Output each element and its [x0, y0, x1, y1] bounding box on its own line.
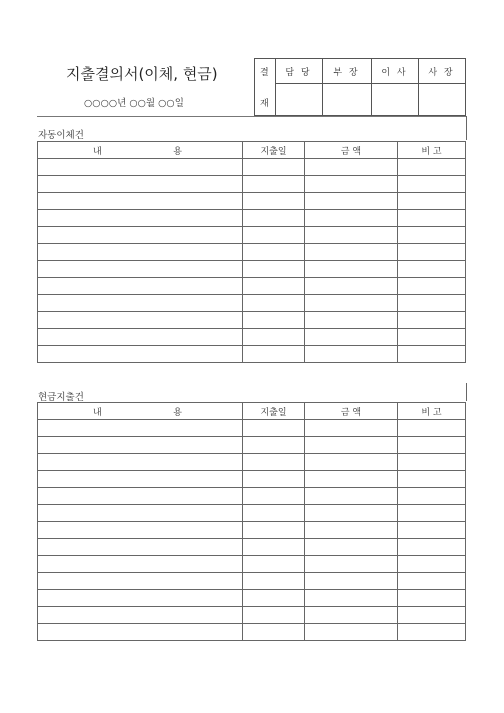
table-row: [38, 607, 466, 624]
cash-expense-table: [37, 402, 466, 641]
table-row: [38, 227, 466, 244]
amount-cell[interactable]: [305, 607, 398, 624]
content-cell[interactable]: [38, 295, 243, 312]
table-row: [38, 454, 466, 471]
content-cell[interactable]: [38, 312, 243, 329]
date-cell[interactable]: [243, 522, 305, 539]
note-cell[interactable]: [398, 261, 466, 278]
amount-cell[interactable]: [305, 471, 398, 488]
note-cell[interactable]: [398, 278, 466, 295]
content-cell[interactable]: [38, 176, 243, 193]
table-row: [38, 244, 466, 261]
table-row: [38, 210, 466, 227]
amount-cell[interactable]: [305, 454, 398, 471]
header-content: 내 용: [38, 142, 243, 159]
content-cell[interactable]: [38, 210, 243, 227]
note-cell[interactable]: [398, 227, 466, 244]
content-cell[interactable]: [38, 505, 243, 522]
amount-cell[interactable]: [305, 278, 398, 295]
amount-cell[interactable]: [305, 210, 398, 227]
note-cell[interactable]: [398, 556, 466, 573]
amount-cell[interactable]: [305, 193, 398, 210]
content-cell[interactable]: [38, 420, 243, 437]
table-header-row: [38, 142, 466, 159]
date-cell[interactable]: [243, 420, 305, 437]
section-label-auto-transfer: 자동이체건: [38, 130, 84, 141]
date-cell[interactable]: [243, 590, 305, 607]
table-row: [38, 420, 466, 437]
amount-cell[interactable]: [305, 573, 398, 590]
approval-side-label-bottom: 재: [260, 99, 269, 109]
table-row: [38, 346, 466, 363]
table-row: [38, 437, 466, 454]
table-row: [38, 590, 466, 607]
content-cell[interactable]: [38, 346, 243, 363]
date-cell[interactable]: [243, 573, 305, 590]
note-cell[interactable]: [398, 607, 466, 624]
table-row: [38, 522, 466, 539]
note-cell[interactable]: [398, 193, 466, 210]
content-cell[interactable]: [38, 471, 243, 488]
table-row: [38, 329, 466, 346]
header-date: 지출일: [243, 142, 305, 159]
section-label-cash-expense: 현금지출건: [38, 392, 84, 403]
note-cell[interactable]: [398, 329, 466, 346]
amount-cell[interactable]: [305, 556, 398, 573]
table-row: [38, 278, 466, 295]
amount-cell[interactable]: [305, 624, 398, 641]
note-cell[interactable]: [398, 159, 466, 176]
content-cell[interactable]: [38, 159, 243, 176]
table-row: [38, 176, 466, 193]
content-cell[interactable]: [38, 556, 243, 573]
amount-cell[interactable]: [305, 295, 398, 312]
date-cell[interactable]: [243, 607, 305, 624]
note-cell[interactable]: [398, 539, 466, 556]
date-cell[interactable]: [243, 278, 305, 295]
approval-role-manager: 담 당: [285, 68, 312, 78]
table-row: [38, 624, 466, 641]
note-cell[interactable]: [398, 346, 466, 363]
amount-cell[interactable]: [305, 312, 398, 329]
table-row: [38, 471, 466, 488]
date-cell[interactable]: [243, 210, 305, 227]
note-cell[interactable]: [398, 573, 466, 590]
note-cell[interactable]: [398, 312, 466, 329]
date-cell[interactable]: [243, 295, 305, 312]
approval-role-director: 이 사: [381, 68, 408, 78]
content-cell[interactable]: [38, 488, 243, 505]
content-cell[interactable]: [38, 227, 243, 244]
date-cell[interactable]: [243, 159, 305, 176]
date-cell[interactable]: [243, 261, 305, 278]
note-cell[interactable]: [398, 176, 466, 193]
content-cell[interactable]: [38, 454, 243, 471]
approval-side-label-top: 결: [260, 68, 269, 78]
amount-cell[interactable]: [305, 244, 398, 261]
header-date: 지출일: [243, 403, 305, 420]
note-cell[interactable]: [398, 590, 466, 607]
note-cell[interactable]: [398, 624, 466, 641]
table-row: [38, 159, 466, 176]
amount-cell[interactable]: [305, 437, 398, 454]
amount-cell[interactable]: [305, 159, 398, 176]
amount-cell[interactable]: [305, 261, 398, 278]
amount-cell[interactable]: [305, 329, 398, 346]
amount-cell[interactable]: [305, 505, 398, 522]
note-cell[interactable]: [398, 437, 466, 454]
note-cell[interactable]: [398, 505, 466, 522]
date-line: ○○○○년 ○○월 ○○일: [84, 98, 184, 109]
note-cell[interactable]: [398, 210, 466, 227]
document-title: 지출결의서(이체, 현금): [66, 65, 218, 83]
date-cell[interactable]: [243, 244, 305, 261]
auto-transfer-table: [37, 141, 466, 363]
amount-cell[interactable]: [305, 420, 398, 437]
date-cell[interactable]: [243, 488, 305, 505]
date-cell[interactable]: [243, 346, 305, 363]
table-header-row: [38, 403, 466, 420]
amount-cell[interactable]: [305, 227, 398, 244]
content-cell[interactable]: [38, 278, 243, 295]
content-cell[interactable]: [38, 539, 243, 556]
table-row: [38, 193, 466, 210]
approval-box: [254, 58, 466, 116]
note-cell[interactable]: [398, 454, 466, 471]
amount-cell[interactable]: [305, 346, 398, 363]
note-cell[interactable]: [398, 522, 466, 539]
date-cell[interactable]: [243, 176, 305, 193]
content-cell[interactable]: [38, 244, 243, 261]
note-cell[interactable]: [398, 420, 466, 437]
header-note: 비 고: [398, 142, 466, 159]
content-cell[interactable]: [38, 607, 243, 624]
date-cell[interactable]: [243, 227, 305, 244]
content-cell[interactable]: [38, 193, 243, 210]
amount-cell[interactable]: [305, 488, 398, 505]
table-row: [38, 261, 466, 278]
header-amount: 금 액: [305, 142, 398, 159]
table-row: [38, 488, 466, 505]
date-cell[interactable]: [243, 471, 305, 488]
approval-role-president: 사 장: [428, 68, 455, 78]
table-row: [38, 556, 466, 573]
table-row: [38, 573, 466, 590]
content-cell[interactable]: [38, 437, 243, 454]
header-note: 비 고: [398, 403, 466, 420]
date-cell[interactable]: [243, 329, 305, 346]
content-cell[interactable]: [38, 590, 243, 607]
note-cell[interactable]: [398, 488, 466, 505]
date-cell[interactable]: [243, 624, 305, 641]
date-cell[interactable]: [243, 193, 305, 210]
date-cell[interactable]: [243, 539, 305, 556]
date-cell[interactable]: [243, 437, 305, 454]
content-cell[interactable]: [38, 573, 243, 590]
note-cell[interactable]: [398, 244, 466, 261]
content-cell[interactable]: [38, 624, 243, 641]
amount-cell[interactable]: [305, 539, 398, 556]
note-cell[interactable]: [398, 471, 466, 488]
amount-cell[interactable]: [305, 590, 398, 607]
amount-cell[interactable]: [305, 522, 398, 539]
content-cell[interactable]: [38, 522, 243, 539]
date-cell[interactable]: [243, 312, 305, 329]
date-cell[interactable]: [243, 454, 305, 471]
amount-cell[interactable]: [305, 176, 398, 193]
table-row: [38, 312, 466, 329]
table-row: [38, 539, 466, 556]
approval-role-dept-head: 부 장: [333, 68, 360, 78]
table-row: [38, 505, 466, 522]
note-cell[interactable]: [398, 295, 466, 312]
date-cell[interactable]: [243, 556, 305, 573]
content-cell[interactable]: [38, 261, 243, 278]
header-amount: 금 액: [305, 403, 398, 420]
date-cell[interactable]: [243, 505, 305, 522]
content-cell[interactable]: [38, 329, 243, 346]
header-content: 내 용: [38, 403, 243, 420]
table-row: [38, 295, 466, 312]
